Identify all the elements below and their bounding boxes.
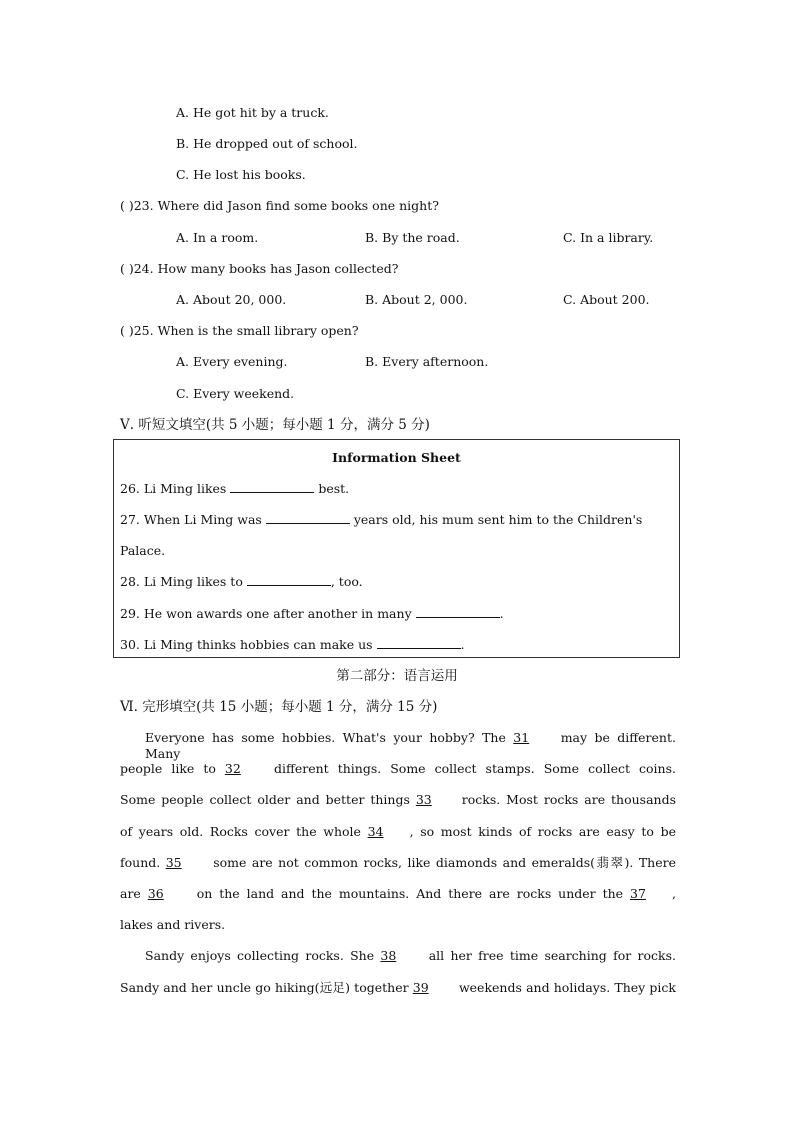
q25-option-c: C. Every weekend. bbox=[176, 386, 295, 401]
info-row-30-tail: . bbox=[460, 637, 465, 652]
passage-text: different things. Some collect stamps. Some collect coins. bbox=[273, 761, 676, 776]
q24-option-c: C. About 200. bbox=[563, 292, 650, 307]
cloze-gap-34[interactable]: 34 bbox=[367, 824, 384, 839]
passage-text: Everyone has some hobbies. What's your hobby? The bbox=[145, 730, 506, 745]
passage-line-8 bbox=[145, 948, 676, 964]
passage-text: on the land and the mountains. And there are rocks under the bbox=[196, 886, 624, 901]
q23-option-a: A. In a room. bbox=[176, 230, 259, 245]
answer-blank-30[interactable] bbox=[377, 637, 461, 649]
part-2-heading: 第二部分：语言运用 bbox=[336, 668, 458, 684]
passage-text: found. bbox=[120, 855, 161, 870]
info-row-28 bbox=[120, 574, 363, 590]
section-6-heading: Ⅵ. 完形填空(共 15 小题；每小题 1 分，满分 15 分) bbox=[120, 699, 438, 715]
passage-line-6 bbox=[120, 886, 676, 902]
q24-option-a: A. About 20, 000. bbox=[176, 292, 287, 307]
info-row-27-text: 27. When Li Ming was bbox=[120, 512, 262, 527]
passage-line-7: lakes and rivers. bbox=[120, 917, 226, 932]
q23-bracket: ( )23. bbox=[120, 198, 154, 213]
section-5-heading: Ⅴ. 听短文填空(共 5 小题；每小题 1 分，满分 5 分) bbox=[120, 417, 430, 433]
passage-text: of years old. Rocks cover the whole bbox=[120, 824, 361, 839]
q25-option-b: B. Every afternoon. bbox=[365, 354, 489, 369]
info-row-30-text: 30. Li Ming thinks hobbies can make us bbox=[120, 637, 373, 652]
passage-text: are bbox=[120, 886, 141, 901]
q24-bracket: ( )24. bbox=[120, 261, 154, 276]
passage-line-5 bbox=[120, 855, 676, 871]
passage-line-2 bbox=[120, 761, 676, 777]
passage-line-3 bbox=[120, 792, 676, 808]
passage-text: Some people collect older and better things bbox=[120, 792, 410, 807]
q25-question bbox=[120, 323, 359, 339]
q24-question bbox=[120, 261, 398, 277]
passage-line-1 bbox=[145, 730, 676, 762]
passage-text: weekends and holidays. They pick bbox=[458, 980, 676, 995]
info-row-26-text: 26. Li Ming likes bbox=[120, 481, 227, 496]
cloze-gap-33[interactable]: 33 bbox=[415, 792, 432, 807]
info-row-27 bbox=[120, 512, 642, 528]
information-sheet-title: Information Sheet bbox=[332, 450, 461, 465]
passage-line-4 bbox=[120, 824, 676, 840]
cloze-gap-32[interactable]: 32 bbox=[224, 761, 241, 776]
q25-bracket: ( )25. bbox=[120, 323, 154, 338]
answer-blank-27[interactable] bbox=[266, 512, 350, 524]
answer-blank-29[interactable] bbox=[416, 606, 500, 618]
cloze-gap-39[interactable]: 39 bbox=[412, 980, 429, 995]
cloze-gap-37[interactable]: 37 bbox=[630, 886, 646, 901]
q22-option-b: B. He dropped out of school. bbox=[176, 136, 358, 151]
info-row-28-tail: , too. bbox=[330, 574, 363, 589]
info-row-28-text: 28. Li Ming likes to bbox=[120, 574, 243, 589]
info-row-29-text: 29. He won awards one after another in many bbox=[120, 606, 412, 621]
q22-option-c: C. He lost his books. bbox=[176, 167, 306, 182]
info-row-27-cont: Palace. bbox=[120, 543, 166, 558]
q23-option-c: C. In a library. bbox=[563, 230, 654, 245]
passage-text: , bbox=[672, 886, 676, 901]
q24-text: How many books has Jason collected? bbox=[157, 261, 399, 276]
cloze-gap-36[interactable]: 36 bbox=[147, 886, 164, 901]
info-row-30 bbox=[120, 637, 465, 653]
q23-text: Where did Jason find some books one night? bbox=[157, 198, 439, 213]
passage-text: some are not common rocks, like diamonds and emeralds(翡翠). There bbox=[213, 855, 676, 870]
cloze-gap-35[interactable]: 35 bbox=[165, 855, 182, 870]
passage-text: may be different. Many bbox=[145, 730, 676, 761]
q25-option-a: A. Every evening. bbox=[176, 354, 288, 369]
passage-line-9 bbox=[120, 980, 676, 996]
q25-text: When is the small library open? bbox=[157, 323, 359, 338]
answer-blank-28[interactable] bbox=[247, 574, 331, 586]
information-sheet bbox=[113, 439, 680, 658]
passage-text: people like to bbox=[120, 761, 216, 776]
info-row-29 bbox=[120, 606, 504, 622]
answer-blank-26[interactable] bbox=[230, 481, 314, 493]
passage-text: rocks. Most rocks are thousands bbox=[461, 792, 676, 807]
passage-text: , so most kinds of rocks are easy to be bbox=[409, 824, 676, 839]
info-row-26 bbox=[120, 481, 349, 497]
info-row-27-tail: years old, his mum sent him to the Children's bbox=[353, 512, 643, 527]
passage-text: all her free time searching for rocks. bbox=[428, 948, 676, 963]
passage-text: Sandy enjoys collecting rocks. She bbox=[145, 948, 375, 963]
info-row-29-tail: . bbox=[499, 606, 504, 621]
q22-option-a: A. He got hit by a truck. bbox=[176, 105, 329, 120]
q24-option-b: B. About 2, 000. bbox=[365, 292, 468, 307]
cloze-gap-31[interactable]: 31 bbox=[513, 730, 530, 745]
q23-option-b: B. By the road. bbox=[365, 230, 460, 245]
info-row-26-tail: best. bbox=[318, 481, 350, 496]
passage-text: Sandy and her uncle go hiking(远足) together bbox=[120, 980, 409, 995]
q23-question bbox=[120, 198, 439, 214]
cloze-gap-38[interactable]: 38 bbox=[380, 948, 397, 963]
